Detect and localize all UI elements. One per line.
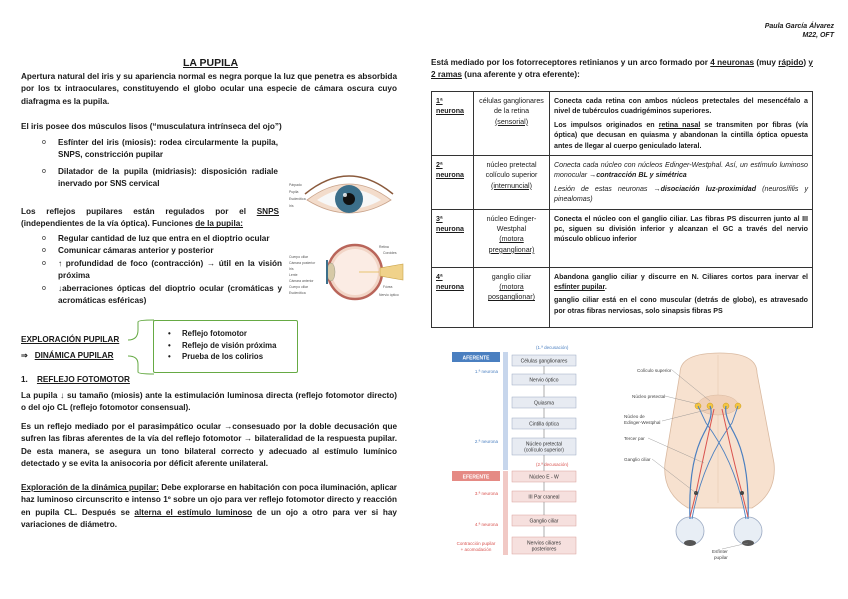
svg-text:2.ª neurona: 2.ª neurona — [474, 439, 498, 444]
table-cell-location: células ganglionares de la retina (sensorial) — [474, 92, 550, 156]
eye-label: Pupila — [289, 190, 299, 194]
mediation-paragraph: Es un reflejo mediado por el parasimpático ocular →consesuado por la doble decusación que sufren las fibras aferentes de la vía del reflejo fotomotor → bilateralidad de la respuesta pupilar. De esta manera, se asegura un tono bilateral correcto y adecuado al estímulo lumínico detectado y se evita la anisocoria por déficit aferente unilateral. — [21, 422, 397, 469]
list-item: o Esfínter del iris (miosis): rodea circularmente la pupila, SNPS, constricción pupilar — [42, 138, 278, 160]
muscles-heading: El iris posee dos músculos lisos (“musculatura intrínseca del ojo”) — [21, 122, 282, 131]
svg-text:1.ª neurona: 1.ª neurona — [474, 369, 498, 374]
table-cell-description: Conecta cada retina con ambos núcleos pretectales del mesencéfalo a nivel de tubérculos cuadrigéminos superiores. Los impulsos originados en retina nasal se transmiten por fibras (vía óptica) que decusan en quiasma y abandonan la cintilla óptica opuesta antes de llegar al cuerpo geniculado lateral. — [550, 92, 813, 156]
svg-text:Coroides: Coroides — [383, 251, 397, 255]
anatomy-label: Colículo superior — [637, 368, 672, 373]
author-header — [765, 22, 834, 40]
table-cell-location: núcleo pretectal colículo superior (internuncial) — [474, 156, 550, 210]
table-cell-location: ganglio ciliar (motora posganglionar) — [474, 267, 550, 327]
table-cell-description: Conecta cada núcleo con núcleos Edinger-Westphal. Así, un estímulo luminoso monocular →contracción BL y simétrica Lesión de estas neuronas →disociación luz-proximidad (neurosífilis y pinealomas) — [550, 156, 813, 210]
svg-text:Cámara anterior: Cámara anterior — [289, 279, 314, 283]
anatomy-label: Núcleo de — [624, 414, 645, 419]
eye-label: Párpado — [289, 183, 302, 187]
section-heading: 1. REFLEJO FOTOMOTOR — [21, 375, 130, 384]
svg-text:Cuerpo ciliar: Cuerpo ciliar — [289, 255, 309, 259]
svg-text:Cintilla óptica: Cintilla óptica — [529, 421, 559, 428]
svg-text:Células ganglionares: Células ganglionares — [520, 358, 568, 365]
list-item: o Comunicar cámaras anterior y posterior — [42, 246, 214, 256]
svg-text:Lente: Lente — [289, 273, 298, 277]
exploration-heading: EXPLORACIÓN PUPILAR — [21, 335, 120, 344]
eye-label: Esclerótica — [289, 197, 306, 201]
svg-text:Ganglio ciliar: Ganglio ciliar — [529, 518, 559, 525]
pupillary-reflex-diagram — [452, 343, 811, 569]
list-item: o ↑ profundidad de foco (contracción) → útil en la visión próxima — [42, 258, 282, 281]
list-item: o Regular cantidad de luz que entra en el dioptrio ocular — [42, 234, 270, 243]
neurons-table — [431, 91, 813, 328]
eye-anatomy-illustration — [287, 164, 409, 306]
list-item: • Prueba de los colirios — [168, 351, 297, 363]
svg-text:Esclerótica: Esclerótica — [289, 291, 306, 295]
table-cell-description: Abandona ganglio ciliar y discurre en N. Ciliares cortos para inervar el esfínter pupilar. ganglio ciliar está en el cono muscular (detrás de globo), es atravesado por otras fibras nerviosas, solo sinapsis fibras PS — [550, 267, 813, 327]
svg-text:Fóvea: Fóvea — [383, 285, 393, 289]
optic-nerve-shape — [380, 264, 403, 280]
table-cell-neuron: 1ª neurona — [432, 92, 474, 156]
svg-text:Nervios ciliares: Nervios ciliares — [527, 540, 561, 547]
svg-text:3.ª neurona: 3.ª neurona — [474, 491, 498, 496]
course-code: M22, OFT — [802, 32, 834, 39]
muscles-list — [38, 137, 278, 191]
svg-text:(colículo superior): (colículo superior) — [524, 447, 564, 454]
table-cell-neuron: 3ª neurona — [432, 209, 474, 267]
table-row — [432, 267, 813, 327]
anatomy-label: Tercer par — [624, 436, 645, 441]
photomotor-paragraph: La pupila ↓ su tamaño (miosis) ante la estimulación luminosa directa (reflejo fotomotor directo) o del ojo CL (reflejo fotomotor consensual). — [21, 391, 397, 413]
table-row — [432, 209, 813, 267]
anatomy-label: pupilar — [714, 555, 728, 560]
anatomy-label: Esfínter — [712, 549, 728, 554]
functions-list — [38, 233, 282, 307]
page-title: LA PUPILA — [183, 57, 239, 69]
pupil-tests-callout — [153, 320, 298, 373]
svg-text:Quiasma: Quiasma — [533, 400, 555, 407]
svg-text:Cuerpo ciliar: Cuerpo ciliar — [289, 285, 309, 289]
svg-text:EFERENTE: EFERENTE — [462, 474, 490, 481]
table-cell-description: Conecta el núcleo con el ganglio ciliar. Las fibras PS discurren junto al III pc, siguen su división inferior y alcanzan el GC a través del nervio músculo oblicuo inferior — [550, 209, 813, 267]
svg-text:Núcleo pretectal: Núcleo pretectal — [525, 441, 563, 448]
dynamics-heading: ⇒ DINÁMICA PUPILAR — [21, 351, 114, 360]
callout-bracket — [124, 318, 156, 376]
svg-text:AFERENTE: AFERENTE — [462, 355, 490, 362]
right-intro-paragraph: Está mediado por los fotorreceptores retinianos y un arco formado por 4 neuronas (muy rápido) y 2 ramas (una aferente y otra eferente): — [431, 58, 813, 80]
result-label: + acomodación — [460, 547, 492, 552]
table-row — [432, 156, 813, 210]
decussation-label: (1.ª decusación) — [536, 345, 569, 350]
table-row — [432, 92, 813, 156]
exploration-paragraph: Exploración de la dinámica pupilar: Debe explorarse en habitación con poca iluminación, aplicar haz luminoso circunscrito e intenso 1º sobre un ojo para ver reflejo fotomotor directo y reacción en pupila CL. Después se alterna el estímulo luminoso de un ojo a otro para ver si hay variaciones de diámetro. — [21, 483, 397, 530]
decussation-label: (2.ª decusación) — [536, 462, 569, 467]
anatomy-label: Núcleo pretectal — [632, 394, 666, 399]
svg-text:Cámara posterior: Cámara posterior — [289, 261, 316, 265]
intro-paragraph: Apertura natural del iris y su apariencia normal es negra porque la luz que penetra es absorbida por los tx intraoculares, constituyendo el globo ocular una especie de cámara oscura cuyo diafragma es la pupila. — [21, 72, 397, 106]
svg-text:posteriores: posteriores — [531, 546, 557, 553]
list-item: o ↓aberraciones ópticas del dioptrio ocular (cromáticas y acromáticas esféricas) — [42, 283, 282, 306]
anatomy-label: Edinger-Westphal — [624, 420, 661, 425]
svg-text:Iris: Iris — [289, 267, 294, 271]
table-cell-neuron: 4ª neurona — [432, 267, 474, 327]
svg-text:Nervio óptico: Nervio óptico — [529, 377, 559, 384]
list-item: • Reflejo fotomotor — [168, 328, 297, 340]
table-cell-neuron: 2ª neurona — [432, 156, 474, 210]
svg-text:Retina: Retina — [379, 245, 389, 249]
table-cell-location: núcleo Edinger-Westphal (motora preganglionar) — [474, 209, 550, 267]
brain-section-illustration — [665, 353, 775, 546]
svg-text:III Par craneal: III Par craneal — [528, 494, 560, 501]
reflex-paragraph: Los reflejos pupilares están regulados por el SNPS (independientes de la vía óptica). Funciones de la pupila: — [21, 207, 279, 229]
svg-text:Nervio óptico: Nervio óptico — [379, 293, 399, 297]
list-item: o Dilatador de la pupila (midriasis): disposición radiale inervado por SNS cervical — [42, 166, 278, 189]
result-label: Contracción pupilar — [456, 541, 496, 546]
list-item: • Reflejo de visión próxima — [168, 340, 297, 352]
svg-text:4.ª neurona: 4.ª neurona — [474, 522, 498, 527]
author-name: Paula García Álvarez — [764, 23, 834, 30]
anatomy-label: Ganglio ciliar — [624, 457, 651, 462]
svg-text:Núcleo E - W: Núcleo E - W — [529, 474, 559, 481]
eye-label: Iris — [289, 204, 294, 208]
